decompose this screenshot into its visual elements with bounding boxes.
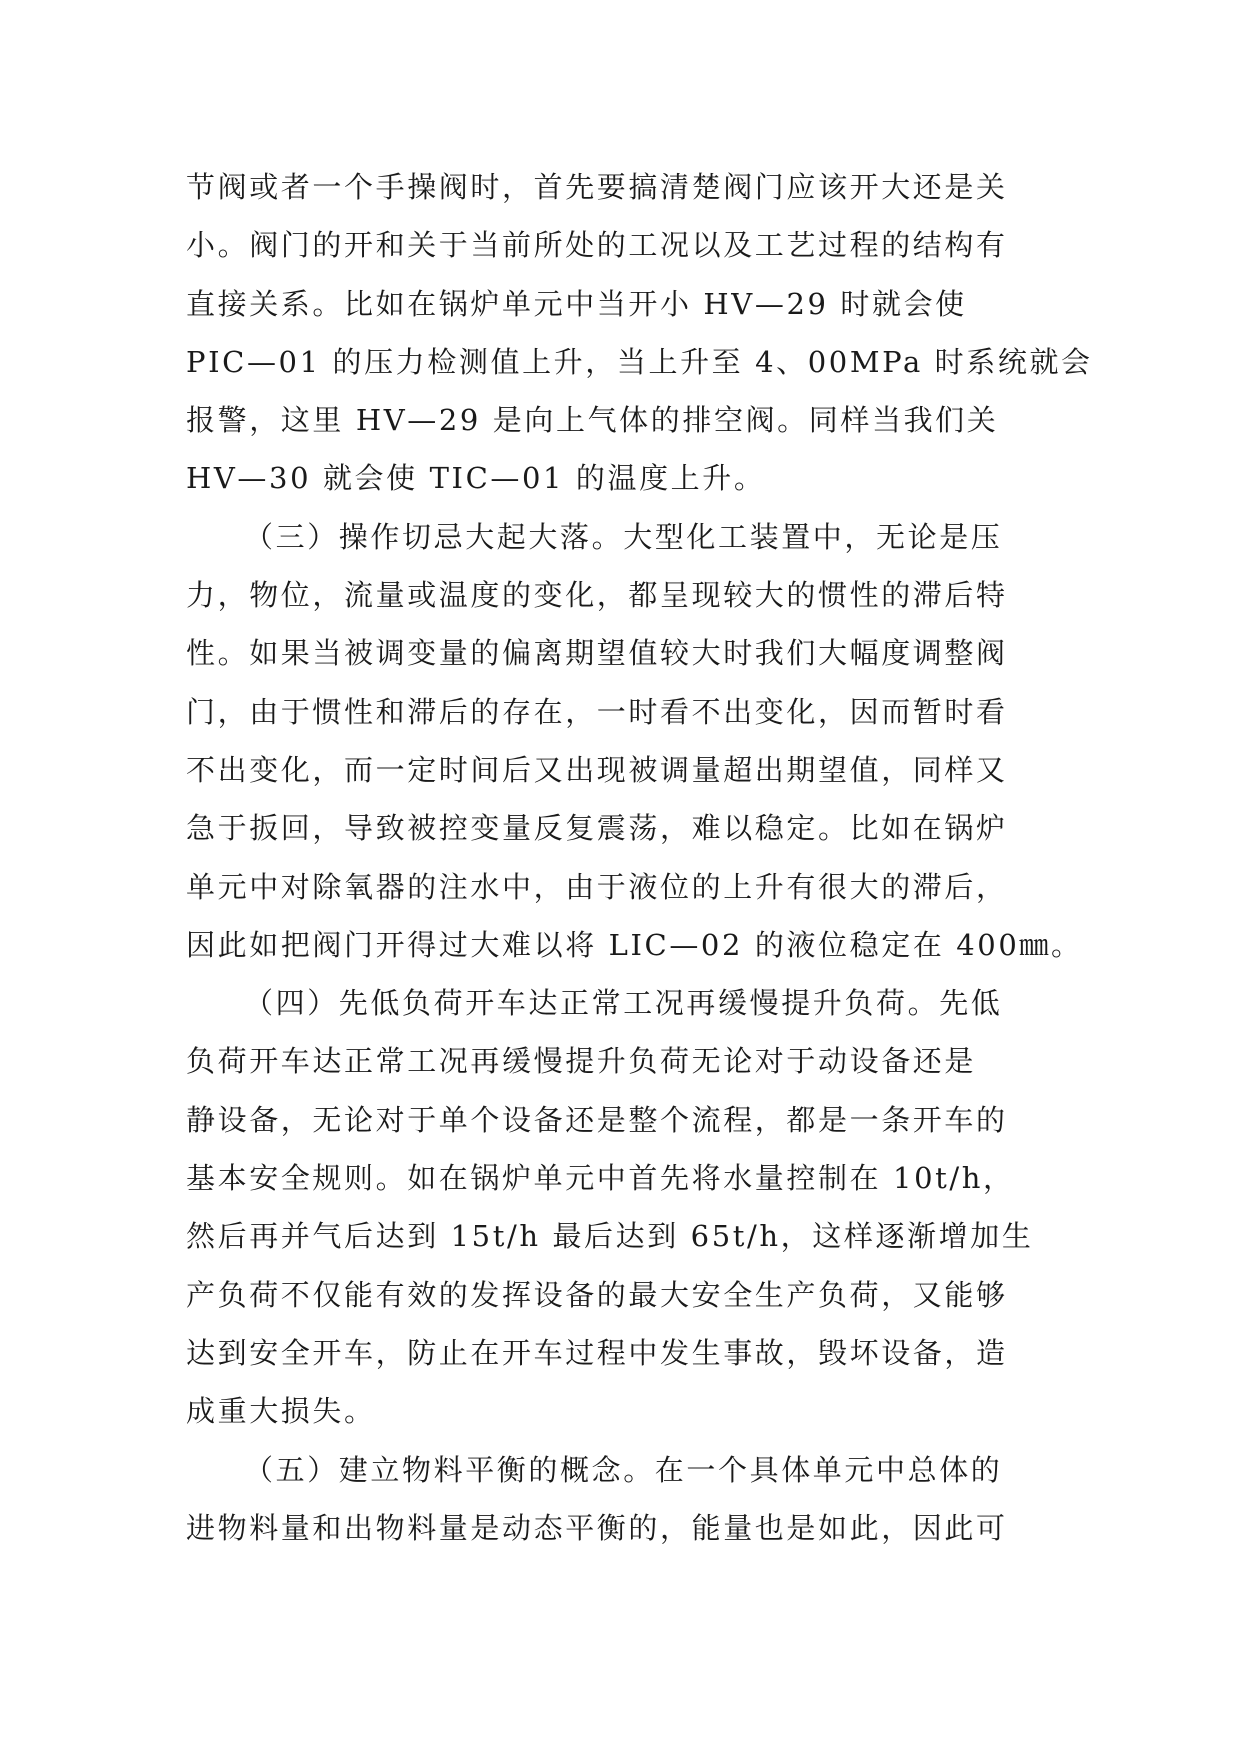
text-line: 节阀或者一个手操阀时，首先要搞清楚阀门应该开大还是关 (186, 170, 1008, 204)
body-text (186, 158, 1093, 1557)
text-line: 力，物位，流量或温度的变化，都呈现较大的惯性的滞后特 (186, 578, 1008, 613)
text-line: 门，由于惯性和滞后的存在，一时看不出变化，因而暂时看 (186, 694, 1008, 729)
text-line: 产负荷不仅能有效的发挥设备的最大安全生产负荷，又能够 (186, 1277, 1008, 1312)
paragraph-start-line: （三）操作切忌大起大落。大型化工装置中，无论是压 (244, 519, 1003, 554)
text-line: 直接关系。比如在锅炉单元中当开小 HV—29 时就会使 (186, 286, 967, 321)
text-line: 静设备，无论对于单个设备还是整个流程，都是一条开车的 (186, 1102, 1008, 1137)
text-line: 达到安全开车，防止在开车过程中发生事故，毁坏设备，造 (186, 1335, 1008, 1370)
paragraph-start-line: （五）建立物料平衡的概念。在一个具体单元中总体的 (244, 1452, 1003, 1487)
text-line: 成重大损失。 (186, 1394, 376, 1429)
text-line: 然后再并气后达到 15t/h 最后达到 65t/h，这样逐渐增加生 (186, 1219, 1034, 1254)
text-line: 单元中对除氧器的注水中，由于液位的上升有很大的滞后， (186, 869, 1008, 904)
text-line: 报警，这里 HV—29 是向上气体的排空阀。同样当我们关 (186, 403, 999, 438)
text-line: 小。阀门的开和关于当前所处的工况以及工艺过程的结构有 (186, 228, 1008, 263)
text-line: 进物料量和出物料量是动态平衡的，能量也是如此，因此可 (186, 1510, 1008, 1545)
text-line: 基本安全规则。如在锅炉单元中首先将水量控制在 10t/h， (186, 1161, 1015, 1196)
text-line: 性。如果当被调变量的偏离期望值较大时我们大幅度调整阀 (186, 636, 1008, 671)
text-line: 急于扳回，导致被控变量反复震荡，难以稳定。比如在锅炉 (186, 811, 1008, 846)
text-line: 负荷开车达正常工况再缓慢提升负荷无论对于动设备还是 (186, 1044, 977, 1079)
text-line: 不出变化，而一定时间后又出现被调量超出期望值，同样又 (186, 752, 1008, 787)
paragraph-start-line: （四）先低负荷开车达正常工况再缓慢提升负荷。先低 (244, 986, 1003, 1021)
text-line: 因此如把阀门开得过大难以将 LIC—02 的液位稳定在 400㎜。 (186, 927, 1083, 962)
text-line: PIC—01 的压力检测值上升，当上升至 4、00MPa 时系统就会 (186, 344, 1093, 379)
text-line: HV—30 就会使 TIC—01 的温度上升。 (186, 461, 766, 496)
